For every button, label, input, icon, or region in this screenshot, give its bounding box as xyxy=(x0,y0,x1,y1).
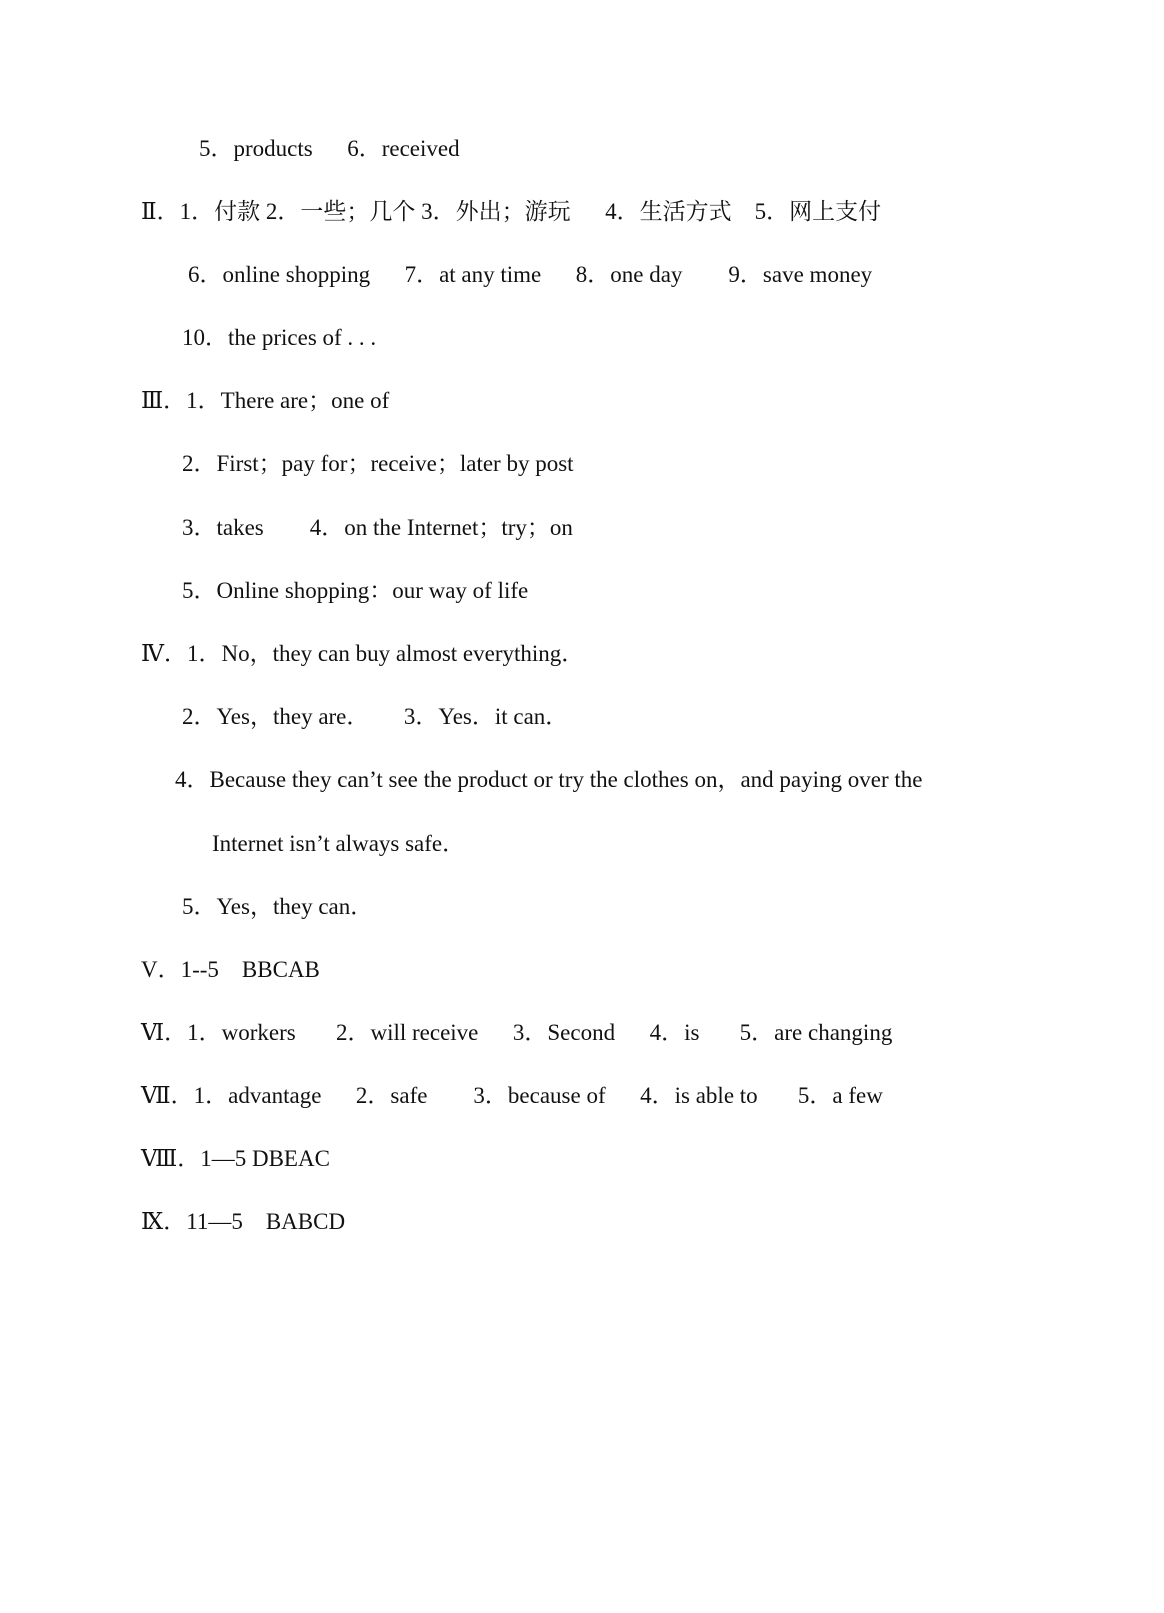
answer-line-10: 2．Yes，they are． 3．Yes．it can． xyxy=(182,704,569,729)
answer-line-12: Internet isn’t always safe． xyxy=(212,831,466,856)
answer-line-7: 3．takes 4．on the Internet；try；on xyxy=(182,515,573,540)
answer-line-3: 6．online shopping 7．at any time 8．one day 9．save money xyxy=(188,262,873,287)
answer-line-8: 5．Online shopping：our way of life xyxy=(182,578,529,603)
answer-line-4: 10．the prices of . . . xyxy=(182,325,377,350)
answer-line-14: V．1--5 BBCAB xyxy=(141,957,320,982)
answer-line-13: 5．Yes，they can． xyxy=(182,894,374,919)
answer-line-11: 4．Because they can’t see the product or try the clothes on，and paying over the xyxy=(175,767,923,792)
answer-line-16: Ⅶ．1．advantage 2．safe 3．because of 4．is able to 5．a few xyxy=(141,1083,883,1108)
answer-line-1: 5．products 6．received xyxy=(199,136,460,161)
answer-line-2: Ⅱ．1．付款 2．一些；几个 3．外出；游玩 4．生活方式 5．网上支付 xyxy=(141,199,882,224)
answer-line-17: Ⅷ．1—5 DBEAC xyxy=(141,1146,330,1171)
answer-line-9: Ⅳ．1．No，they can buy almost everything． xyxy=(141,641,585,666)
answer-line-6: 2．First；pay for；receive；later by post xyxy=(182,451,574,476)
answer-line-15: Ⅵ．1．workers 2．will receive 3．Second 4．is 5．are changing xyxy=(141,1020,893,1045)
answer-line-18: Ⅸ．11—5 BABCD xyxy=(141,1209,346,1234)
answer-line-5: Ⅲ．1．There are；one of xyxy=(141,388,390,413)
